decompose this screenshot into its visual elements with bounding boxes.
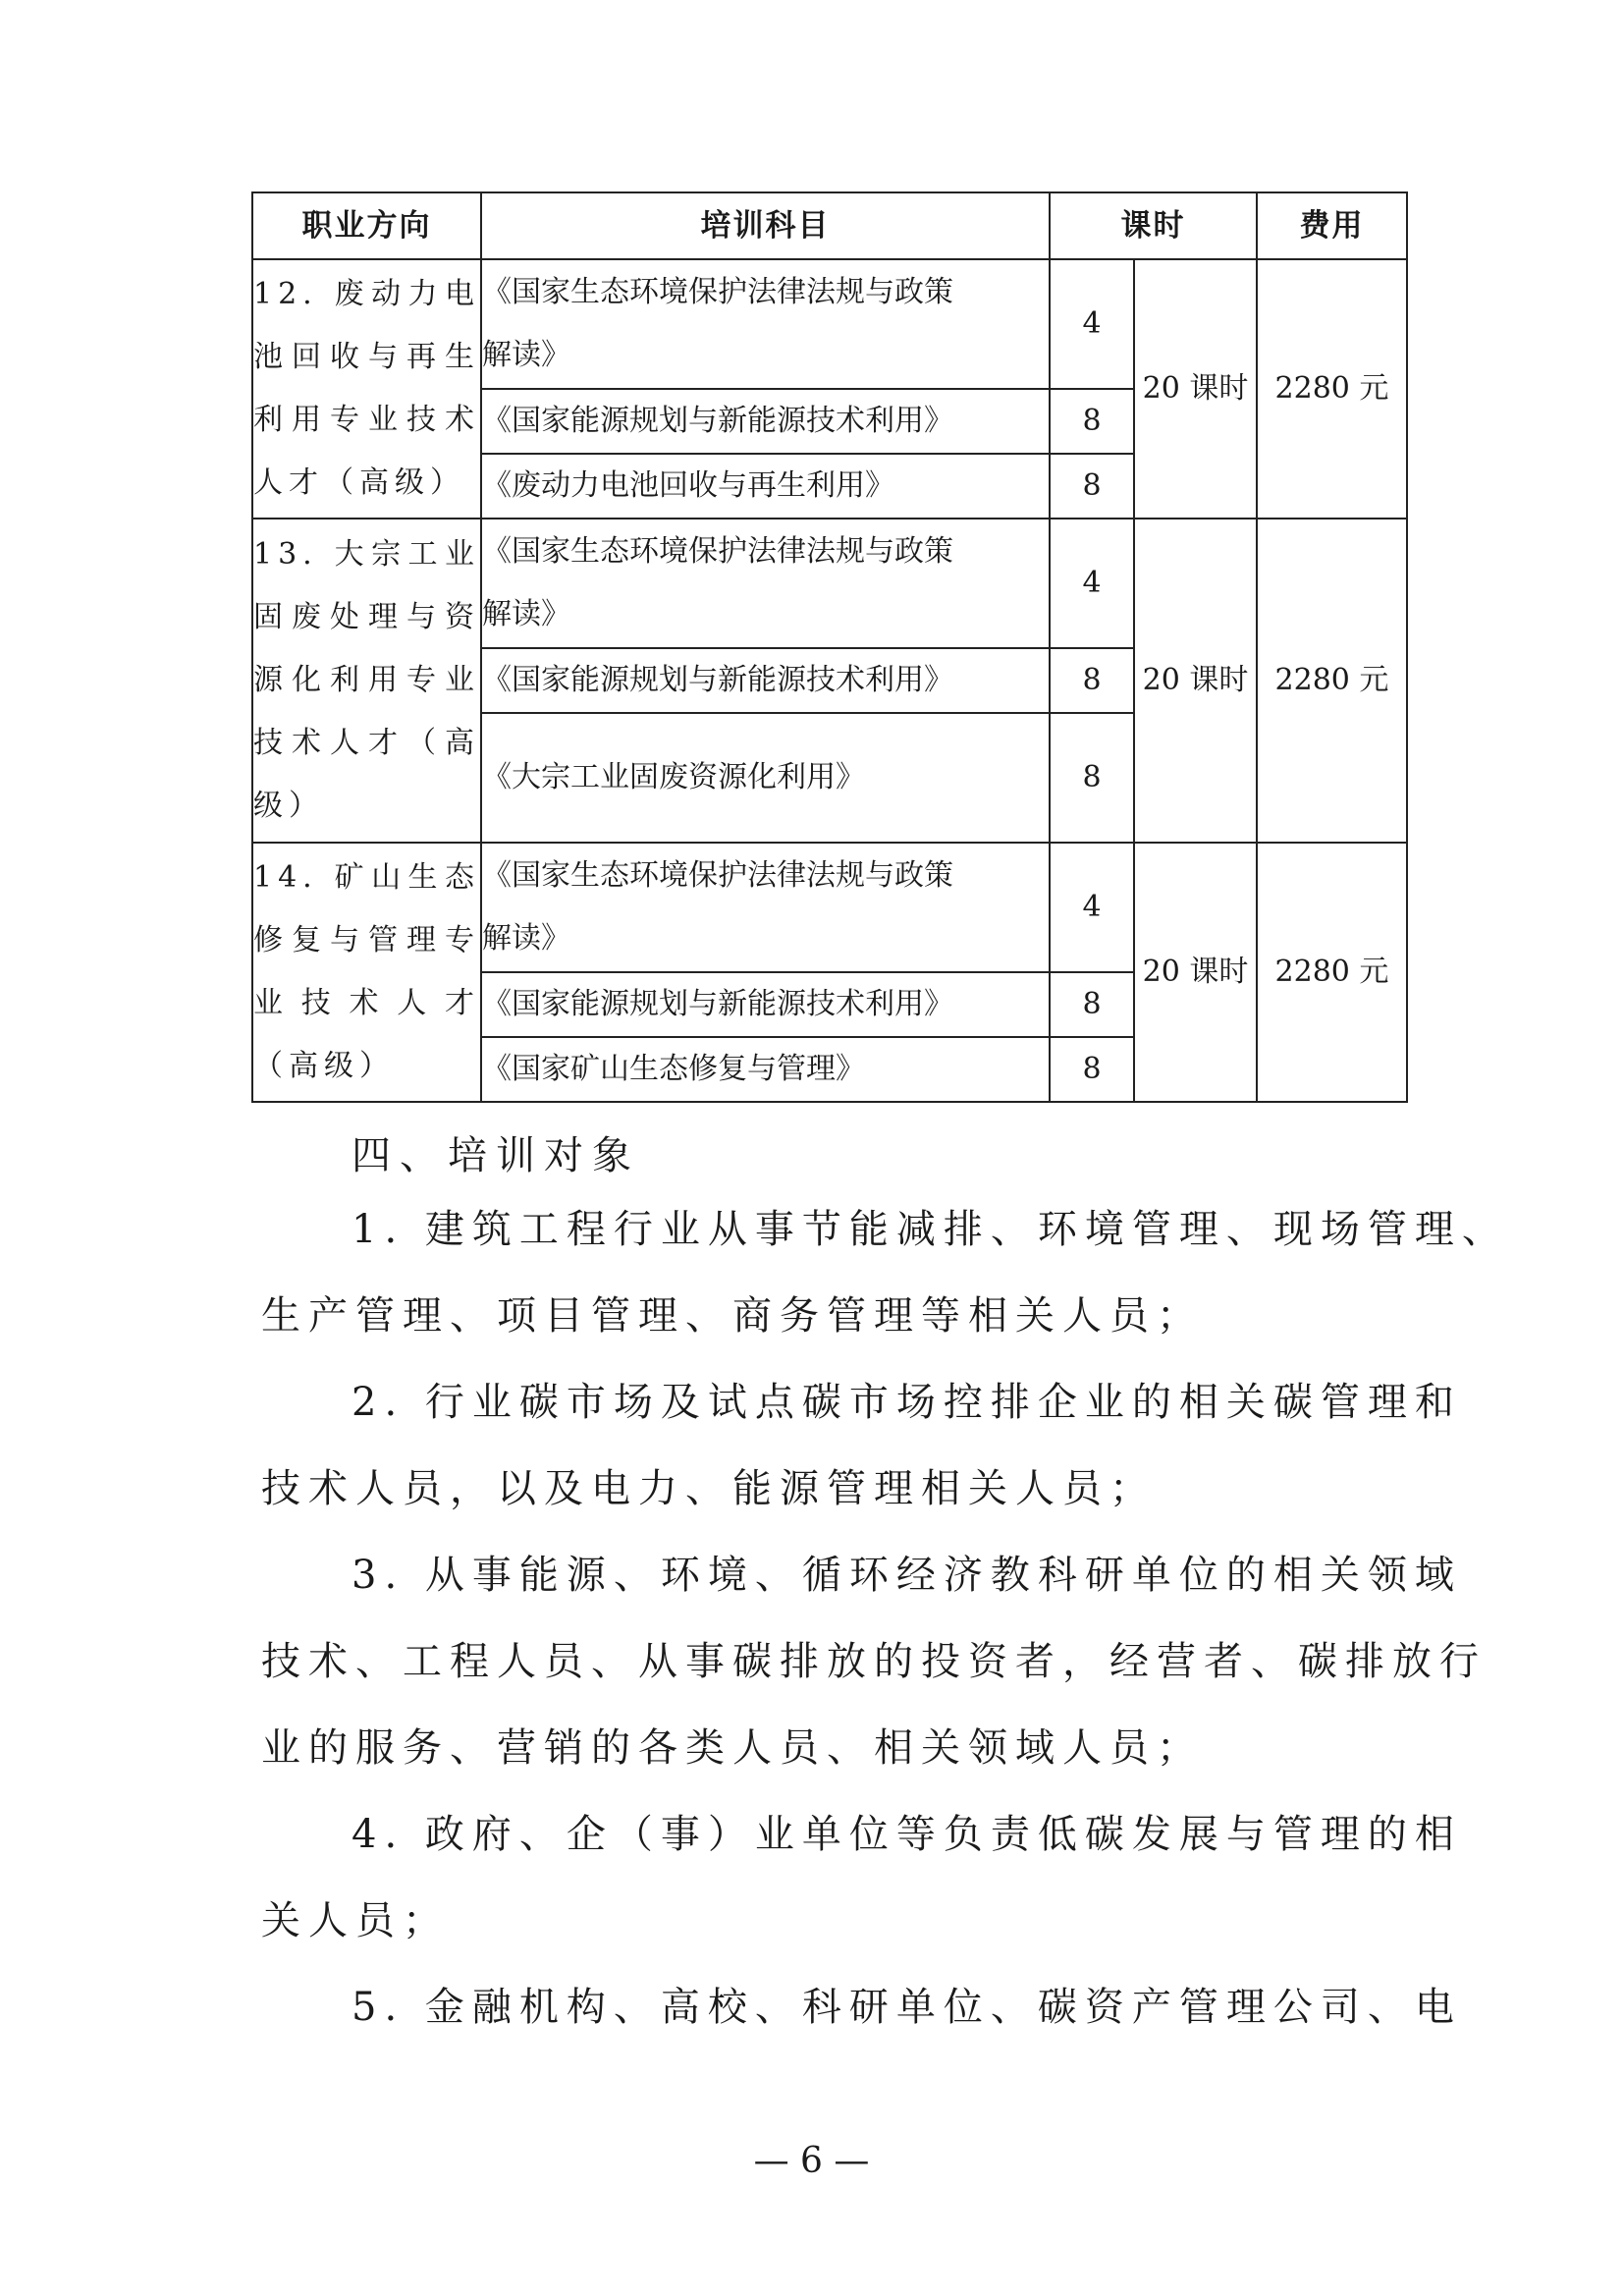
paragraph-line: 4. 政府、企（事）业单位等负责低碳发展与管理的相 bbox=[352, 1812, 1462, 1857]
subject-line: 《国家生态环境保护法律法规与政策 bbox=[482, 275, 953, 309]
hours-cell: 4 bbox=[1050, 843, 1134, 972]
direction-line: 级） bbox=[253, 789, 324, 823]
direction-line: 业技术人才 bbox=[253, 986, 480, 1020]
direction-cell bbox=[252, 259, 481, 519]
hours-cell: 8 bbox=[1050, 454, 1134, 519]
total-hours-cell: 20 课时 bbox=[1134, 843, 1257, 1102]
paragraph-line: 3. 从事能源、环境、循环经济教科研单位的相关领域 bbox=[352, 1553, 1462, 1598]
subject-cell bbox=[481, 454, 1050, 519]
fee-cell: 2280 元 bbox=[1257, 843, 1407, 1102]
paragraph-line: 生产管理、项目管理、商务管理等相关人员； bbox=[261, 1293, 1204, 1339]
direction-line: 利用专业技术 bbox=[253, 403, 480, 437]
direction-line: 14. 矿山生态 bbox=[253, 860, 480, 895]
table-row bbox=[252, 259, 1407, 389]
subject-cell bbox=[481, 843, 1050, 972]
subject-cell bbox=[481, 648, 1050, 713]
header-fee: 费用 bbox=[1257, 192, 1407, 259]
direction-line: 源化利用专业 bbox=[253, 663, 480, 697]
paragraph-line: 技术、工程人员、从事碳排放的投资者，经营者、碳排放行 bbox=[261, 1639, 1487, 1684]
subject-cell bbox=[481, 1037, 1050, 1102]
table-row bbox=[252, 843, 1407, 972]
subject-cell bbox=[481, 389, 1050, 454]
paragraph-line: 5. 金融机构、高校、科研单位、碳资产管理公司、电 bbox=[352, 1985, 1462, 2030]
subject-line: 解读》 bbox=[482, 597, 570, 631]
hours-cell: 4 bbox=[1050, 519, 1134, 648]
subject-line: 《废动力电池回收与再生利用》 bbox=[482, 468, 894, 503]
direction-line: （高级） bbox=[253, 1049, 395, 1083]
direction-line: 技术人才（高 bbox=[253, 726, 480, 760]
paragraph-item-1 bbox=[261, 1186, 1509, 1359]
hours-cell: 4 bbox=[1050, 259, 1134, 389]
page-number: — 6 — bbox=[753, 2141, 870, 2181]
paragraph-line: 技术人员，以及电力、能源管理相关人员； bbox=[261, 1466, 1157, 1511]
header-direction: 职业方向 bbox=[252, 192, 481, 259]
direction-cell bbox=[252, 843, 481, 1102]
hours-cell: 8 bbox=[1050, 972, 1134, 1037]
subject-cell bbox=[481, 259, 1050, 389]
subject-line: 《国家能源规划与新能源技术利用》 bbox=[482, 663, 953, 697]
table-header-row bbox=[252, 192, 1407, 259]
paragraph-item-5 bbox=[261, 1964, 1462, 2050]
direction-line: 修复与管理专 bbox=[253, 923, 480, 957]
subject-line: 《国家生态环境保护法律法规与政策 bbox=[482, 858, 953, 893]
training-table bbox=[251, 191, 1408, 1103]
direction-line: 12. 废动力电 bbox=[253, 277, 480, 311]
subject-line: 《国家能源规划与新能源技术利用》 bbox=[482, 987, 953, 1021]
subject-cell bbox=[481, 713, 1050, 843]
total-hours-cell: 20 课时 bbox=[1134, 259, 1257, 519]
paragraph-item-2 bbox=[261, 1359, 1462, 1532]
direction-line: 人才（高级） bbox=[253, 465, 465, 500]
paragraph-line: 1. 建筑工程行业从事节能减排、环境管理、现场管理、 bbox=[352, 1207, 1509, 1252]
hours-cell: 8 bbox=[1050, 648, 1134, 713]
subject-line: 解读》 bbox=[482, 921, 570, 956]
subject-line: 《国家能源规划与新能源技术利用》 bbox=[482, 404, 953, 438]
direction-line: 固废处理与资 bbox=[253, 600, 480, 634]
total-hours-cell: 20 课时 bbox=[1134, 519, 1257, 843]
table-row bbox=[252, 519, 1407, 648]
direction-line: 池回收与再生 bbox=[253, 340, 480, 374]
hours-cell: 8 bbox=[1050, 713, 1134, 843]
subject-line: 《国家矿山生态修复与管理》 bbox=[482, 1052, 865, 1086]
fee-cell: 2280 元 bbox=[1257, 519, 1407, 843]
paragraph-item-4 bbox=[261, 1791, 1462, 1964]
subject-line: 《国家生态环境保护法律法规与政策 bbox=[482, 534, 953, 569]
fee-cell: 2280 元 bbox=[1257, 259, 1407, 519]
header-subject: 培训科目 bbox=[481, 192, 1050, 259]
subject-line: 解读》 bbox=[482, 338, 570, 372]
hours-cell: 8 bbox=[1050, 389, 1134, 454]
section-heading: 四、培训对象 bbox=[352, 1133, 640, 1178]
paragraph-line: 业的服务、营销的各类人员、相关领域人员； bbox=[261, 1725, 1204, 1771]
direction-line: 13. 大宗工业 bbox=[253, 537, 480, 572]
paragraph-line: 2. 行业碳市场及试点碳市场控排企业的相关碳管理和 bbox=[352, 1380, 1462, 1425]
subject-cell bbox=[481, 519, 1050, 648]
subject-line: 《大宗工业固废资源化利用》 bbox=[482, 760, 865, 794]
subject-cell bbox=[481, 972, 1050, 1037]
direction-cell bbox=[252, 519, 481, 843]
paragraph-item-3 bbox=[261, 1532, 1487, 1791]
paragraph-line: 关人员； bbox=[261, 1898, 450, 1943]
hours-cell: 8 bbox=[1050, 1037, 1134, 1102]
header-hours: 课时 bbox=[1050, 192, 1257, 259]
